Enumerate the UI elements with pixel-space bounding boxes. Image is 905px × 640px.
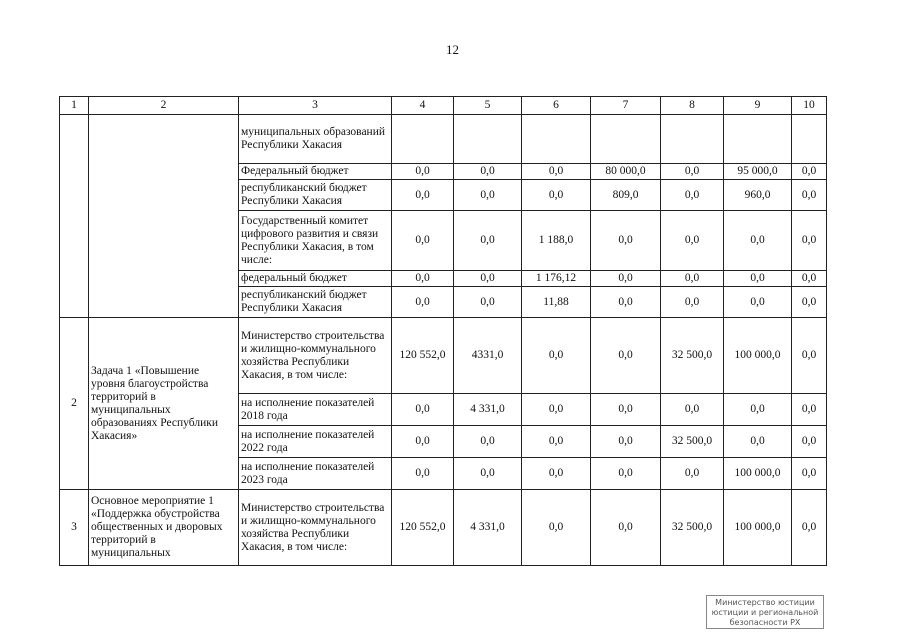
row-source-cell: Государственный комитет цифрового развития и связи Республики Хакасия, в том числе:	[239, 211, 392, 271]
column-header: 7	[591, 97, 661, 115]
table-row	[60, 318, 827, 394]
value-cell	[454, 115, 522, 164]
value-cell: 0,0	[392, 211, 454, 271]
value-cell: 0,0	[661, 211, 724, 271]
row-source-cell: республиканский бюджет Республики Хакасия	[239, 180, 392, 211]
value-cell: 0,0	[392, 164, 454, 180]
value-cell: 0,0	[522, 394, 591, 426]
value-cell: 0,0	[591, 211, 661, 271]
value-cell: 0,0	[392, 180, 454, 211]
value-cell: 0,0	[792, 287, 827, 318]
value-cell: 0,0	[454, 211, 522, 271]
value-cell: 0,0	[522, 490, 591, 566]
value-cell: 0,0	[591, 490, 661, 566]
value-cell: 0,0	[591, 271, 661, 287]
row-source-cell: на исполнение показателей 2018 года	[239, 394, 392, 426]
value-cell: 120 552,0	[392, 490, 454, 566]
row-source-cell: муниципальных образований Республики Хакасия	[239, 115, 392, 164]
table-row	[60, 490, 827, 566]
row-source-cell: Федеральный бюджет	[239, 164, 392, 180]
value-cell: 11,88	[522, 287, 591, 318]
column-header: 3	[239, 97, 392, 115]
column-header: 10	[792, 97, 827, 115]
value-cell: 0,0	[792, 318, 827, 394]
value-cell: 0,0	[661, 164, 724, 180]
value-cell: 120 552,0	[392, 318, 454, 394]
value-cell: 960,0	[724, 180, 792, 211]
value-cell: 95 000,0	[724, 164, 792, 180]
value-cell: 32 500,0	[661, 426, 724, 458]
value-cell: 0,0	[661, 287, 724, 318]
table-header-row	[60, 97, 827, 115]
value-cell: 0,0	[454, 458, 522, 490]
column-header: 4	[392, 97, 454, 115]
value-cell: 0,0	[792, 490, 827, 566]
value-cell: 0,0	[392, 394, 454, 426]
column-header: 5	[454, 97, 522, 115]
row-task-cell	[89, 115, 239, 318]
value-cell: 0,0	[792, 211, 827, 271]
column-header: 1	[60, 97, 89, 115]
value-cell: 100 000,0	[724, 490, 792, 566]
row-source-cell: республиканский бюджет Республики Хакасия	[239, 287, 392, 318]
column-header: 6	[522, 97, 591, 115]
value-cell: 32 500,0	[661, 490, 724, 566]
value-cell: 0,0	[522, 426, 591, 458]
value-cell: 0,0	[522, 458, 591, 490]
value-cell: 0,0	[792, 271, 827, 287]
value-cell: 0,0	[591, 426, 661, 458]
value-cell: 0,0	[392, 287, 454, 318]
value-cell: 0,0	[724, 394, 792, 426]
value-cell: 809,0	[591, 180, 661, 211]
budget-table	[59, 96, 827, 566]
value-cell: 4 331,0	[454, 394, 522, 426]
row-number-cell	[60, 115, 89, 318]
row-number-cell: 3	[60, 490, 89, 566]
value-cell: 0,0	[792, 426, 827, 458]
value-cell: 0,0	[454, 164, 522, 180]
page-number: 12	[446, 42, 459, 57]
value-cell: 0,0	[522, 164, 591, 180]
value-cell: 0,0	[792, 180, 827, 211]
value-cell: 80 000,0	[591, 164, 661, 180]
row-number-cell: 2	[60, 318, 89, 490]
value-cell	[591, 115, 661, 164]
value-cell: 0,0	[454, 180, 522, 211]
value-cell: 0,0	[661, 458, 724, 490]
value-cell: 0,0	[724, 211, 792, 271]
value-cell: 0,0	[591, 318, 661, 394]
value-cell: 0,0	[522, 318, 591, 394]
stamp-line: юстиции и региональной	[711, 608, 819, 617]
value-cell: 0,0	[792, 164, 827, 180]
value-cell: 0,0	[454, 271, 522, 287]
value-cell	[792, 115, 827, 164]
value-cell: 0,0	[661, 394, 724, 426]
value-cell: 0,0	[392, 426, 454, 458]
column-header: 2	[89, 97, 239, 115]
stamp-line: Министерство юстиции	[715, 598, 815, 607]
column-header: 9	[724, 97, 792, 115]
column-header: 8	[661, 97, 724, 115]
value-cell: 100 000,0	[724, 318, 792, 394]
value-cell: 0,0	[591, 287, 661, 318]
value-cell: 1 188,0	[522, 211, 591, 271]
value-cell: 0,0	[392, 271, 454, 287]
row-source-cell: на исполнение показателей 2022 года	[239, 426, 392, 458]
value-cell: 0,0	[591, 458, 661, 490]
row-task-cell: Задача 1 «Повышение уровня благоустройства территорий в муниципальных образованиях Республики Хакасия»	[89, 318, 239, 490]
table-row	[60, 115, 827, 164]
value-cell: 0,0	[724, 287, 792, 318]
value-cell: 100 000,0	[724, 458, 792, 490]
row-source-cell: на исполнение показателей 2023 года	[239, 458, 392, 490]
value-cell: 0,0	[724, 426, 792, 458]
value-cell: 0,0	[522, 180, 591, 211]
row-task-cell: Основное мероприятие 1 «Поддержка обустройства общественных и дворовых территорий в муниципальных	[89, 490, 239, 566]
value-cell: 4 331,0	[454, 490, 522, 566]
value-cell	[392, 115, 454, 164]
row-source-cell: Министерство строительства и жилищно-коммунального хозяйства Республики Хакасия, в том числе:	[239, 490, 392, 566]
stamp-line: безопасности РХ	[729, 618, 801, 627]
value-cell: 0,0	[661, 271, 724, 287]
value-cell	[724, 115, 792, 164]
value-cell: 0,0	[792, 394, 827, 426]
value-cell: 0,0	[792, 458, 827, 490]
registration-stamp	[706, 595, 824, 629]
value-cell	[661, 115, 724, 164]
value-cell: 4331,0	[454, 318, 522, 394]
value-cell: 32 500,0	[661, 318, 724, 394]
value-cell: 0,0	[454, 426, 522, 458]
value-cell: 0,0	[591, 394, 661, 426]
value-cell: 0,0	[661, 180, 724, 211]
row-source-cell: Министерство строительства и жилищно-коммунального хозяйства Республики Хакасия, в том числе:	[239, 318, 392, 394]
value-cell: 0,0	[724, 271, 792, 287]
value-cell: 0,0	[454, 287, 522, 318]
value-cell: 0,0	[392, 458, 454, 490]
value-cell: 1 176,12	[522, 271, 591, 287]
value-cell	[522, 115, 591, 164]
row-source-cell: федеральный бюджет	[239, 271, 392, 287]
